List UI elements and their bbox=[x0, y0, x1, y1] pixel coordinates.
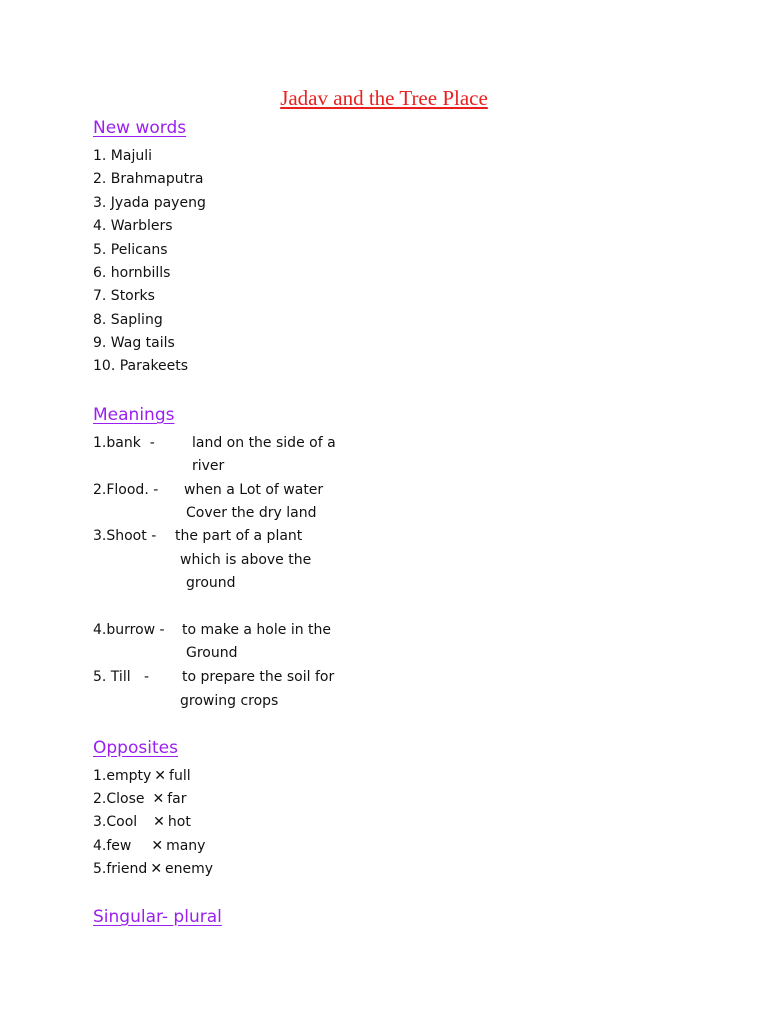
opposite-word: 5.friend bbox=[93, 861, 148, 877]
opposite-word: 1.empty bbox=[93, 768, 152, 784]
page-title: Jadav and the Tree Place bbox=[280, 86, 488, 110]
cross-icon: ✕ bbox=[154, 768, 167, 784]
meaning-definition: ground bbox=[186, 575, 236, 591]
singular-plural-heading: Singular- plural bbox=[93, 907, 222, 927]
new-word-item: 10. Parakeets bbox=[93, 358, 189, 374]
opposites-heading: Opposites bbox=[93, 738, 178, 758]
cross-icon: ✕ bbox=[152, 791, 165, 807]
meaning-term: 5. Till - bbox=[93, 669, 149, 685]
new-word-item: 7. Storks bbox=[93, 288, 155, 304]
new-word-item: 3. Jyada payeng bbox=[93, 195, 206, 211]
opposite-word: 4.few bbox=[93, 838, 132, 854]
opposite-antonym: full bbox=[169, 768, 191, 784]
opposite-pair bbox=[93, 860, 213, 878]
meaning-definition: Ground bbox=[186, 645, 238, 661]
opposite-word: 2.Close bbox=[93, 791, 145, 807]
meaning-definition: growing crops bbox=[180, 693, 279, 709]
new-word-item: 1. Majuli bbox=[93, 148, 153, 164]
opposite-pair bbox=[93, 813, 191, 831]
opposite-word: 3.Cool bbox=[93, 814, 138, 830]
meaning-term: 2.Flood. - bbox=[93, 482, 159, 498]
new-word-item: 2. Brahmaputra bbox=[93, 171, 204, 187]
opposite-antonym: far bbox=[167, 791, 187, 807]
meaning-definition: Cover the dry land bbox=[186, 505, 317, 521]
new-word-item: 9. Wag tails bbox=[93, 335, 175, 351]
meaning-definition: which is above the bbox=[180, 552, 312, 568]
opposite-pair bbox=[93, 837, 205, 855]
meaning-term: 3.Shoot - bbox=[93, 528, 157, 544]
new-word-item: 5. Pelicans bbox=[93, 242, 168, 258]
opposite-pair bbox=[93, 790, 187, 808]
meaning-definition: to prepare the soil for bbox=[182, 669, 335, 685]
cross-icon: ✕ bbox=[151, 838, 164, 854]
opposite-antonym: many bbox=[166, 838, 206, 854]
opposite-pair bbox=[93, 767, 191, 785]
meaning-definition: the part of a plant bbox=[175, 528, 303, 544]
opposite-antonym: enemy bbox=[165, 861, 214, 877]
meaning-definition: when a Lot of water bbox=[184, 482, 324, 498]
new-words-heading: New words bbox=[93, 118, 187, 138]
meaning-term: 1.bank - bbox=[93, 435, 155, 451]
new-word-item: 4. Warblers bbox=[93, 218, 173, 234]
meanings-heading: Meanings bbox=[93, 405, 175, 425]
cross-icon: ✕ bbox=[150, 861, 163, 877]
meaning-term: 4.burrow - bbox=[93, 622, 165, 638]
meaning-definition: to make a hole in the bbox=[182, 622, 332, 638]
meaning-definition: river bbox=[192, 458, 225, 474]
meaning-definition: land on the side of a bbox=[192, 435, 336, 451]
cross-icon: ✕ bbox=[153, 814, 165, 830]
new-word-item: 6. hornbills bbox=[93, 265, 171, 281]
new-word-item: 8. Sapling bbox=[93, 312, 163, 328]
opposite-antonym: hot bbox=[167, 814, 191, 830]
